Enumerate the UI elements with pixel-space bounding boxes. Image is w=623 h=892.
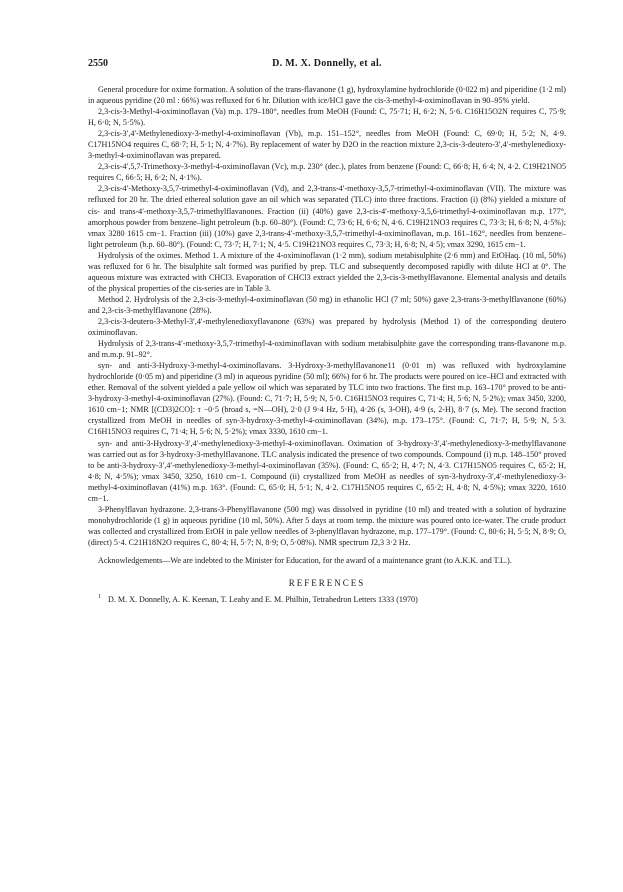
reference-number: 1 bbox=[98, 594, 101, 601]
paragraph-oxime-procedure: General procedure for oxime formation. A solution of the trans-flavanone (1 g), hydroxylamine hydrochloride (0·022 m) and piperidine (1·2 ml) in aqueous pyridine (20 ml : 66%) was refluxed for 6 hr. Dilution with ice/HCl gave the cis-3-methyl-4-oximinoflavan in 90–95% yield. bbox=[88, 85, 566, 106]
paragraph-hydroxy-oximinoflavans: syn- and anti-3-Hydroxy-3-methyl-4-oximinoflavans. 3-Hydroxy-3-methylflavanone11 (0·01 m) was refluxed with hydroxylamine hydrochloride (0·05 m) and piperidine (3 ml) in aqueous pyridine (50 ml); 66%) for 6 hr. The products were poured on ice–HCl and extracted with ether. Removal of the solvent yielded a pale yellow oil which was separated by TLC into two fractions. The first m.p. 163–170° proved to be anti-3-hydroxy-3-methyl-4-oximinoflavan (27%). (Found: C, 71·7; H, 5·9; N, 5·0. C16H15NO3 requires C, 71·4; H, 5·6; N, 5·2%); νmax 3450, 3200, 1610 cm−1; NMR [(CD3)2CO]: τ −0·5 (broad s, =N—OH), 2·0 (J 9·4 Hz, 5·H), 4·26 (s, 3-OH), 4·9 (s, 2-H), 8·7 (s, Me). The second fraction crystallized from MeOH in needles of syn-3-hydroxy-3-methyl-4-oximinoflavan (34%), m.p. 173–175°. (Found: C, 71·7; H, 5·9; N, 5·3. C16H15NO3 requires C, 71·4; H, 5·6; N, 5·2%); νmax 3330, 1610 cm−1. bbox=[88, 361, 566, 437]
paragraph-trans-hydrolysis: Hydrolysis of 2,3-trans-4′-methoxy-3,5,7-trimethyl-4-oximinoflavan with sodium metabisulphite gave the corresponding trans-flavanone m.p. and m.m.p. 91–92°. bbox=[88, 339, 566, 360]
paragraph-compound-vd-vii: 2,3-cis-4′-Methoxy-3,5,7-trimethyl-4-oximinoflavan (Vd), and 2,3-trans-4′-methoxy-3,5,7-trimethyl-4-oximinoflavan (VII). The mixture was refluxed for 20 hr. The dried ethereal solution gave an oil which was separated (TLC) into three fractions. Fraction (i) (8%) yielded a mixture of cis- and trans-4′-methoxy-3,5,7-trimethylflavanones. Fraction (ii) (40%) gave 2,3-cis-4′-methoxy-3,5,6-trimethyl-4-oximinoflavan m.p. 177°, amorphous powder from benzene–light petroleum (b.p. 60–80°). (Found: C, 73·6; H, 6·6; N, 4·6. C19H21NO3 requires C, 73·3; H, 6·8; N, 4·5%); νmax 3280 1615 cm−1. Fraction (iii) (10%) gave 2,3-trans-4′-methoxy-3,5,7-trimethyl-4-oximinoflavan, m.p. 161–162°, needles from benzene–light petroleum (b.p. 60–80°). (Found: C, 73·7; H, 7·1; N, 4·5. C19H21NO3 requires C, 73·3; H, 6·8; N, 4·5); νmax 3290, 1615 cm−1. bbox=[88, 184, 566, 249]
references-heading: REFERENCES bbox=[288, 578, 366, 589]
paragraph-deutero-flavanone: 2,3-cis-3-deutero-3-Methyl-3′,4′-methylenedioxyflavanone (63%) was prepared by hydrolysis (Method 1) of the corresponding deutero oximinoflavan. bbox=[88, 316, 566, 338]
page-number: 2550 bbox=[88, 58, 108, 69]
paragraph-methylenedioxy-oximinoflavan: syn- and anti-3-Hydroxy-3′,4′-methylenedioxy-3-methyl-4-oximinoflavan. Oximation of 3-hydroxy-3′,4′-methylenedioxy-3-methylflavanone was carried out as for 3-hydroxy-3-methylflavanone. TLC analysis indicated the presence of two compounds. Compound (i) m.p. 148–150° proved to be anti-3-hydroxy-3′,4′-methylenedioxy-3-methyl-4-oximinoflavan (35%). (Found: C, 65·2; H, 4·7; N, 4·3. C17H15NO5 requires C, 65·2; H, 4·8; N, 4·5%); νmax 3450, 3250, 1610 cm−1. Compound (ii) crystallized from MeOH as needles of syn-3-hydroxy-3′,4′-methylenedioxy-3-methyl-4-oximinoflavan (41%) m.p. 163°. (Found: C, 65·0; H, 5·1; N, 4·2. C17H15NO5 requires C, 65·2; H, 4·8; N, 4·5%); νmax 3220, 1610 cm−1. bbox=[88, 438, 566, 503]
page-header bbox=[88, 58, 566, 72]
running-head: D. M. X. Donnelly, et al. bbox=[272, 58, 382, 69]
paragraph-hydrolysis-method-1: Hydrolysis of the oximes. Method 1. A mixture of the 4-oximinoflavan (1·2 mm), sodium metabisulphite (2·6 mm) and EtOHaq. (10 ml, 50%) was refluxed for 6 hr. The bisulphite salt formed was purified by prep. TLC and subsequently decomposed rapidly with dilute HCl at 0°. The aqueous mixture was extracted with CHCl3. Evaporation of CHCl3 extract yielded the 2,3-cis-3-methylflavanone. Elemental analysis and details of the physical properties of the cis-series are in Table 3. bbox=[88, 250, 566, 293]
paragraph-phenylflavan-hydrazone: 3-Phenylflavan hydrazone. 2,3-trans-3-Phenylflavanone (500 mg) was dissolved in pyridine (10 ml) and treated with a solution of hydrazine monohydrochloride (1 g) in aqueous pyridine (10 ml, 50%). After 5 days at room temp. the mixture was poured onto ice-water. The crude product was collected and crystallized from EtOH in pale yellow needles of 3-phenylflavan hydrazone, m.p. 177–179°. (Found: C, 80·6; H, 5·5; N, 8·9; O, (direct) 5·4. C21H18N2O requires C, 80·4; H, 5·7; N, 8·9; O, 5·08%). NMR spectrum J2,3 3·2 Hz. bbox=[88, 504, 566, 547]
paragraph-hydrolysis-method-2: Method 2. Hydrolysis of the 2,3-cis-3-methyl-4-oximinoflavan (50 mg) in ethanolic HCl (7 ml; 50%) gave 2,3-trans-3-methylflavanone (60%) and 2,3-cis-3-methylflavanone (28%). bbox=[88, 294, 566, 315]
reference-text: D. M. X. Donnelly, A. K. Keenan, T. Leahy and E. M. Philbin, Tetrahedron Letters 1333 (1970) bbox=[108, 595, 418, 605]
paragraph-compound-vc: 2,3-cis-4′,5,7-Trimethoxy-3-methyl-4-oximinoflavan (Vc), m.p. 230° (dec.), plates from benzene (Found: C, 66·8; H, 6·4; N, 4·2. C19H21NO5 requires C, 66·5; H, 6·2; N, 4·1%). bbox=[88, 162, 566, 183]
paragraph-compound-va: 2,3-cis-3-Methyl-4-oximinoflavan (Va) m.p. 179–180°, needles from MeOH (Found: C, 75·71; H, 6·2; N, 5·6. C16H15O2N requires C, 75·9; H, 6·0; N, 5·5%). bbox=[88, 107, 566, 128]
article-body bbox=[88, 84, 566, 605]
acknowledgements: Acknowledgements—We are indebted to the Minister for Education, for the award of a maintenance grant (to A.K.K. and T.L.). bbox=[98, 555, 512, 565]
paragraph-compound-vb: 2,3-cis-3′,4′-Methylenedioxy-3-methyl-4-oximinoflavan (Vb), m.p. 151–152°, needles from MeOH (Found: C, 69·0; H, 5·2; N, 4·9. C17H15NO4 requires C, 68·7; H, 5·1; N, 4·7%). By replacement of water by D2O in the reaction mixture 2,3-cis-3-deutero-3′,4′-methylenedioxy-3-methyl-4-oximinoflavan was prepared. bbox=[88, 129, 566, 161]
reference-item bbox=[88, 594, 566, 605]
